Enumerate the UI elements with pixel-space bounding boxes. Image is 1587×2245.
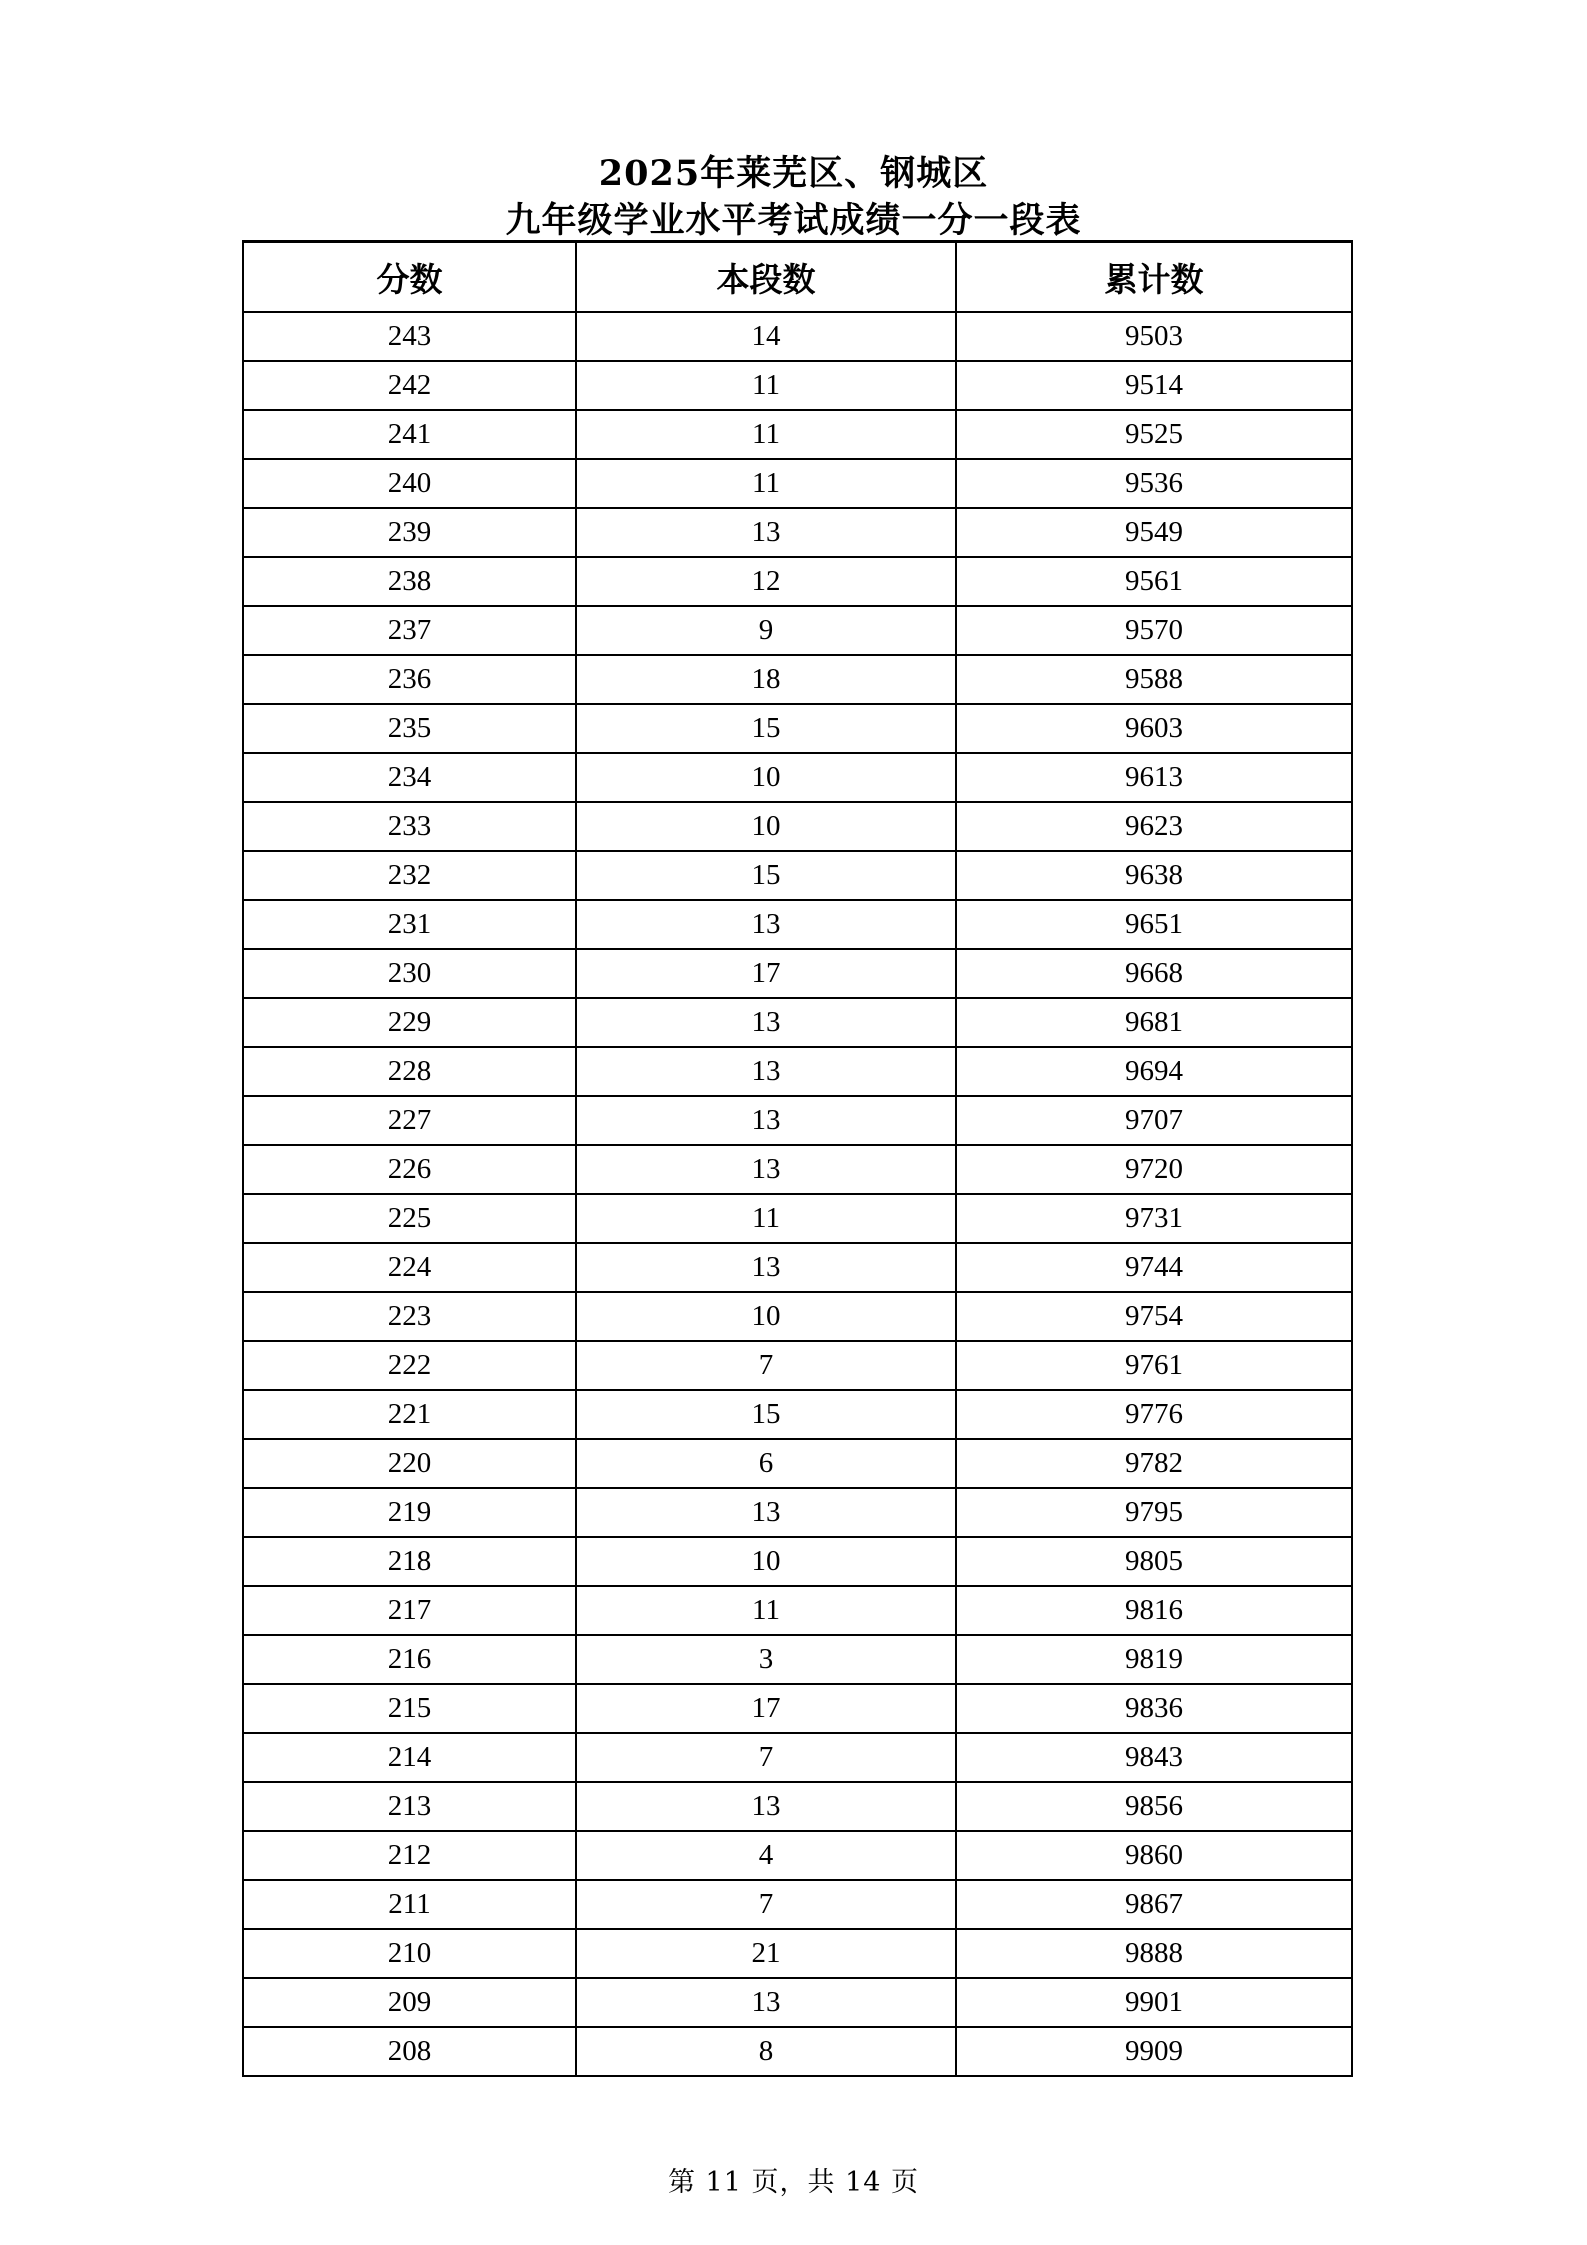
cell-score: 231 xyxy=(243,900,576,949)
cell-segment-count: 9 xyxy=(576,606,956,655)
table-row xyxy=(243,1243,1352,1292)
table-body xyxy=(243,312,1352,2076)
cell-score: 208 xyxy=(243,2027,576,2076)
cell-cumulative-count: 9731 xyxy=(956,1194,1352,1243)
cell-cumulative-count: 9901 xyxy=(956,1978,1352,2027)
table-row xyxy=(243,1635,1352,1684)
cell-segment-count: 11 xyxy=(576,410,956,459)
cell-cumulative-count: 9776 xyxy=(956,1390,1352,1439)
cell-segment-count: 13 xyxy=(576,1145,956,1194)
cell-segment-count: 11 xyxy=(576,459,956,508)
cell-cumulative-count: 9860 xyxy=(956,1831,1352,1880)
table-row xyxy=(243,1733,1352,1782)
cell-segment-count: 10 xyxy=(576,753,956,802)
cell-score: 215 xyxy=(243,1684,576,1733)
title-line-1: 2025年莱芜区、钢城区 xyxy=(598,153,989,194)
cell-score: 228 xyxy=(243,1047,576,1096)
cell-segment-count: 13 xyxy=(576,1243,956,1292)
cell-cumulative-count: 9805 xyxy=(956,1537,1352,1586)
header-segment-count: 本段数 xyxy=(576,242,956,313)
cell-score: 238 xyxy=(243,557,576,606)
cell-segment-count: 13 xyxy=(576,900,956,949)
table-row xyxy=(243,704,1352,753)
cell-score: 212 xyxy=(243,1831,576,1880)
cell-score: 219 xyxy=(243,1488,576,1537)
table-row xyxy=(243,1831,1352,1880)
table-row xyxy=(243,1488,1352,1537)
cell-segment-count: 6 xyxy=(576,1439,956,1488)
table-row xyxy=(243,312,1352,361)
cell-cumulative-count: 9707 xyxy=(956,1096,1352,1145)
table-row xyxy=(243,557,1352,606)
cell-cumulative-count: 9549 xyxy=(956,508,1352,557)
cell-score: 211 xyxy=(243,1880,576,1929)
cell-segment-count: 18 xyxy=(576,655,956,704)
cell-cumulative-count: 9503 xyxy=(956,312,1352,361)
cell-score: 233 xyxy=(243,802,576,851)
cell-score: 224 xyxy=(243,1243,576,1292)
table-row xyxy=(243,410,1352,459)
cell-cumulative-count: 9514 xyxy=(956,361,1352,410)
cell-cumulative-count: 9651 xyxy=(956,900,1352,949)
table-row xyxy=(243,1782,1352,1831)
cell-cumulative-count: 9867 xyxy=(956,1880,1352,1929)
cell-score: 220 xyxy=(243,1439,576,1488)
header-score: 分数 xyxy=(243,242,576,313)
cell-cumulative-count: 9536 xyxy=(956,459,1352,508)
cell-cumulative-count: 9754 xyxy=(956,1292,1352,1341)
cell-score: 213 xyxy=(243,1782,576,1831)
header-cumulative-count: 累计数 xyxy=(956,242,1352,313)
table-row xyxy=(243,851,1352,900)
title-line-2: 九年级学业水平考试成绩一分一段表 xyxy=(505,200,1082,241)
cell-score: 232 xyxy=(243,851,576,900)
cell-cumulative-count: 9795 xyxy=(956,1488,1352,1537)
cell-cumulative-count: 9843 xyxy=(956,1733,1352,1782)
cell-cumulative-count: 9909 xyxy=(956,2027,1352,2076)
cell-segment-count: 11 xyxy=(576,361,956,410)
table-row xyxy=(243,1341,1352,1390)
cell-score: 227 xyxy=(243,1096,576,1145)
table-row xyxy=(243,2027,1352,2076)
cell-cumulative-count: 9694 xyxy=(956,1047,1352,1096)
cell-score: 229 xyxy=(243,998,576,1047)
cell-cumulative-count: 9761 xyxy=(956,1341,1352,1390)
table-row xyxy=(243,1439,1352,1488)
cell-segment-count: 13 xyxy=(576,998,956,1047)
table-row xyxy=(243,998,1352,1047)
table-row xyxy=(243,1880,1352,1929)
cell-cumulative-count: 9720 xyxy=(956,1145,1352,1194)
cell-segment-count: 8 xyxy=(576,2027,956,2076)
cell-segment-count: 21 xyxy=(576,1929,956,1978)
table-row xyxy=(243,1292,1352,1341)
cell-segment-count: 4 xyxy=(576,1831,956,1880)
cell-score: 240 xyxy=(243,459,576,508)
cell-cumulative-count: 9623 xyxy=(956,802,1352,851)
cell-cumulative-count: 9613 xyxy=(956,753,1352,802)
cell-score: 218 xyxy=(243,1537,576,1586)
cell-cumulative-count: 9836 xyxy=(956,1684,1352,1733)
table-row xyxy=(243,1537,1352,1586)
cell-score: 242 xyxy=(243,361,576,410)
cell-segment-count: 13 xyxy=(576,508,956,557)
cell-score: 236 xyxy=(243,655,576,704)
cell-cumulative-count: 9782 xyxy=(956,1439,1352,1488)
table-row xyxy=(243,606,1352,655)
cell-score: 239 xyxy=(243,508,576,557)
cell-segment-count: 11 xyxy=(576,1194,956,1243)
cell-segment-count: 13 xyxy=(576,1782,956,1831)
cell-segment-count: 10 xyxy=(576,802,956,851)
cell-score: 243 xyxy=(243,312,576,361)
table-row xyxy=(243,1978,1352,2027)
cell-score: 216 xyxy=(243,1635,576,1684)
cell-score: 237 xyxy=(243,606,576,655)
cell-segment-count: 17 xyxy=(576,1684,956,1733)
cell-cumulative-count: 9819 xyxy=(956,1635,1352,1684)
cell-segment-count: 17 xyxy=(576,949,956,998)
cell-segment-count: 13 xyxy=(576,1488,956,1537)
cell-cumulative-count: 9570 xyxy=(956,606,1352,655)
cell-segment-count: 7 xyxy=(576,1341,956,1390)
table-row xyxy=(243,1194,1352,1243)
cell-score: 222 xyxy=(243,1341,576,1390)
cell-segment-count: 11 xyxy=(576,1586,956,1635)
cell-segment-count: 10 xyxy=(576,1292,956,1341)
cell-segment-count: 10 xyxy=(576,1537,956,1586)
cell-cumulative-count: 9561 xyxy=(956,557,1352,606)
cell-segment-count: 12 xyxy=(576,557,956,606)
cell-cumulative-count: 9888 xyxy=(956,1929,1352,1978)
cell-cumulative-count: 9744 xyxy=(956,1243,1352,1292)
cell-segment-count: 15 xyxy=(576,1390,956,1439)
cell-segment-count: 7 xyxy=(576,1733,956,1782)
cell-cumulative-count: 9668 xyxy=(956,949,1352,998)
cell-score: 223 xyxy=(243,1292,576,1341)
cell-score: 217 xyxy=(243,1586,576,1635)
cell-cumulative-count: 9856 xyxy=(956,1782,1352,1831)
table-row xyxy=(243,1047,1352,1096)
table-row xyxy=(243,802,1352,851)
score-distribution-table xyxy=(242,240,1353,2077)
cell-segment-count: 13 xyxy=(576,1096,956,1145)
cell-segment-count: 7 xyxy=(576,1880,956,1929)
table-row xyxy=(243,1586,1352,1635)
table-row xyxy=(243,1684,1352,1733)
page-footer: 第 11 页，共 14 页 xyxy=(667,2167,920,2198)
cell-score: 210 xyxy=(243,1929,576,1978)
cell-score: 226 xyxy=(243,1145,576,1194)
cell-segment-count: 13 xyxy=(576,1978,956,2027)
table-row xyxy=(243,900,1352,949)
table-row xyxy=(243,1390,1352,1439)
cell-cumulative-count: 9603 xyxy=(956,704,1352,753)
cell-score: 241 xyxy=(243,410,576,459)
table-row xyxy=(243,361,1352,410)
table-header-row xyxy=(243,242,1352,313)
cell-segment-count: 15 xyxy=(576,851,956,900)
cell-segment-count: 13 xyxy=(576,1047,956,1096)
table-row xyxy=(243,1145,1352,1194)
cell-score: 235 xyxy=(243,704,576,753)
table-row xyxy=(243,508,1352,557)
table-row xyxy=(243,1096,1352,1145)
cell-cumulative-count: 9816 xyxy=(956,1586,1352,1635)
cell-segment-count: 15 xyxy=(576,704,956,753)
table-row xyxy=(243,459,1352,508)
cell-score: 225 xyxy=(243,1194,576,1243)
cell-cumulative-count: 9525 xyxy=(956,410,1352,459)
cell-score: 221 xyxy=(243,1390,576,1439)
table-row xyxy=(243,753,1352,802)
cell-cumulative-count: 9588 xyxy=(956,655,1352,704)
cell-cumulative-count: 9681 xyxy=(956,998,1352,1047)
table-row xyxy=(243,655,1352,704)
cell-score: 209 xyxy=(243,1978,576,2027)
table-row xyxy=(243,1929,1352,1978)
cell-score: 230 xyxy=(243,949,576,998)
cell-segment-count: 3 xyxy=(576,1635,956,1684)
cell-segment-count: 14 xyxy=(576,312,956,361)
cell-score: 234 xyxy=(243,753,576,802)
cell-score: 214 xyxy=(243,1733,576,1782)
table-row xyxy=(243,949,1352,998)
cell-cumulative-count: 9638 xyxy=(956,851,1352,900)
document-title xyxy=(0,150,1587,244)
